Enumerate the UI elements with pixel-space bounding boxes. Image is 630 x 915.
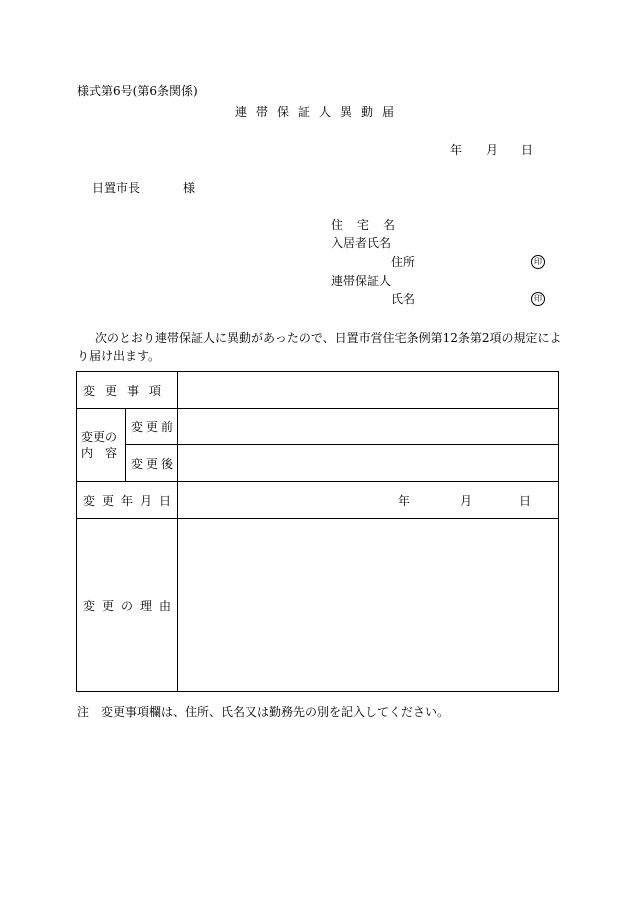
change-item-label: 変更事項: [77, 372, 178, 409]
guarantor-label: 連帯保証人: [331, 274, 392, 288]
change-content-label-line-1: 変更の: [81, 430, 118, 444]
after-change-label: 変更後: [126, 445, 178, 482]
reason-field[interactable]: [178, 519, 559, 692]
change-date-field[interactable]: [178, 482, 559, 519]
address-label: 住所: [391, 255, 416, 269]
change-before-row: [77, 409, 559, 445]
reason-row: [77, 519, 559, 692]
before-change-label: 変更前: [126, 409, 178, 445]
before-change-field[interactable]: [178, 409, 559, 445]
change-date-label: 変更年月日: [77, 482, 178, 519]
body-text: 次のとおり連帯保証人に異動があったので、日置市営住宅条例第12条第2項の規定により届け出ます。: [77, 331, 562, 363]
change-content-label-line-2: 内 容: [81, 446, 118, 460]
submission-date-year: 年: [450, 143, 463, 157]
change-item-field[interactable]: [178, 372, 559, 409]
after-change-field[interactable]: [178, 445, 559, 482]
addressee-name: 日置市長: [92, 181, 141, 195]
change-date-day: 日: [519, 494, 532, 508]
name-label: 氏名: [391, 292, 416, 306]
residence-name-label: 住 宅 名: [331, 218, 397, 232]
footnote: 注 変更事項欄は、住所、氏名又は勤務先の別を記入してください。: [77, 705, 450, 719]
change-date-year: 年: [398, 494, 411, 508]
seal-mark-2: 印: [531, 292, 545, 306]
change-after-row: [77, 445, 559, 482]
change-form-table: [76, 371, 559, 692]
seal-mark-1: 印: [531, 255, 545, 269]
change-item-row: [77, 372, 559, 409]
change-content-label: [77, 409, 126, 482]
submission-date-month: 月: [486, 143, 499, 157]
resident-name-label: 入居者氏名: [331, 236, 392, 250]
change-date-month: 月: [460, 494, 473, 508]
addressee-honorific: 様: [183, 181, 196, 195]
document-title: 連帯保証人異動届: [234, 105, 403, 119]
change-date-row: [77, 482, 559, 519]
submission-date-day: 日: [521, 143, 534, 157]
form-number: 様式第6号(第6条関係): [77, 84, 198, 98]
reason-label: 変更の理由: [77, 519, 178, 692]
